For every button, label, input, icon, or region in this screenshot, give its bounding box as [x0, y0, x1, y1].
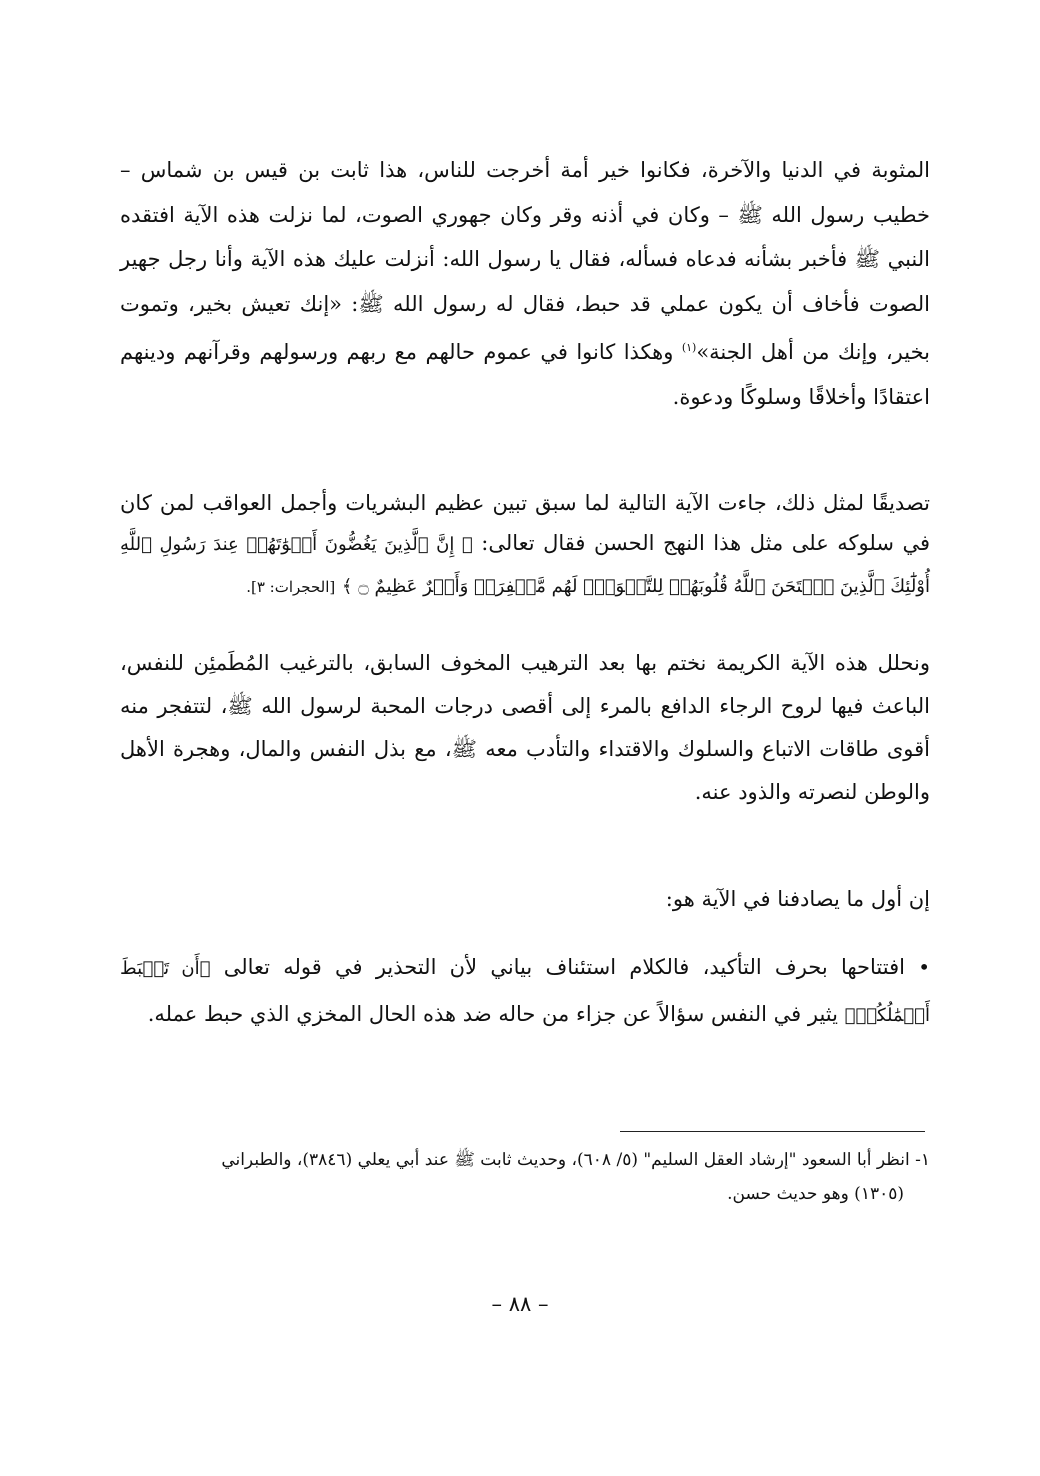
quran-verse: ﴿ إِنَّ ٱلَّذِينَ يَغُضُّونَ أَصۡوَٰتَهُمۡ عِندَ رَسُولِ ٱللَّهِ أُوْلَٰٓئِكَ ٱلَّذِينَ ٱمۡتَحَنَ ٱللَّهُ قُلُوبَهُمۡ لِلتَّقۡوَىٰۚ لَهُم مَّغۡفِرَةٞ وَأَجۡرٌ عَظِيمٌ ۝ ﴾ [120, 534, 930, 597]
bullet-icon: • [918, 955, 930, 979]
paragraph-2-text: تصديقًا لمثل ذلك، جاءت الآية التالية لما سبق تبين عظيم البشريات وأجمل العواقب لمن كان في سلوكه على مثل هذا النهج الحسن فقال تعالى: [120, 491, 930, 555]
paragraph-5-text: افتتاحها بحرف التأكيد، فالكلام استئناف بياني لأن التحذير في قوله تعالى [210, 955, 919, 979]
paragraph-5-text-continued: يثير في النفس سؤالاً عن جزاء من حاله ضد هذه الحال المخزي الذي حبط عمله. [147, 1001, 845, 1026]
footnote [120, 1143, 930, 1211]
paragraph-1-text-continued: وهكذا كانوا في عموم حالهم مع ربهم ورسولهم وقرآنهم ودينهم اعتقادًا وأخلاقًا وسلوكًا ودعوة. [120, 340, 930, 409]
footnote-line-1: ١- انظر أبا السعود "إرشاد العقل السليم" (٥/ ٦٠٨)، وحديث ثابت ﷺ عند أبي يعلي (٣٨٤٦)، والطبراني [221, 1150, 930, 1170]
footnote-reference-mark[interactable]: (١) [681, 341, 697, 354]
paragraph-3 [120, 642, 930, 814]
paragraph-1-text: المثوبة في الدنيا والآخرة، فكانوا خير أمة أخرجت للناس، هذا ثابت بن قيس بن شماس – خطيب رسول الله ﷺ – وكان في أذنه وقر وكان جهوري الصوت، لما نزلت هذه الآية افتقده النبي ﷺ فأخبر بشأنه فدعاه فسأله، فقال يا رسول الله: أنزلت عليك هذه الآية وأنا رجل جهير الصوت فأخاف أن يكون عملي قد حبط، فقال له رسول الله ﷺ: «إنك تعيش بخير، وتموت بخير، وإنك من أهل الجنة» [120, 158, 931, 364]
verse-citation: [الحجرات: ٣]. [246, 578, 336, 596]
footnote-divider [620, 1131, 925, 1132]
page-number: – ٨٨ – [491, 1292, 549, 1316]
paragraph-5 [120, 945, 930, 1038]
paragraph-4 [120, 877, 930, 922]
quran-verse-inline: ﴿أَن تَحۡبَطَ أَعۡمَٰلُكُمۡ﴾ [120, 958, 930, 1026]
paragraph-4-text: إن أول ما يصادفنا في الآية هو: [665, 887, 930, 911]
paragraph-3-text: ونحلل هذه الآية الكريمة نختم بها بعد الترهيب المخوف السابق، بالترغيب المُطَمئِن للنفس، الباعث فيها لروح الرجاء الدافع بالمرء إلى أقصى درجات المحبة لرسول الله ﷺ، لتتفجر منه أقوى طاقات الاتباع والسلوك والاقتداء والتأدب معه ﷺ، مع بذل النفس والمال، وهجرة الأهل والوطن لنصرته والذود عنه. [120, 651, 930, 804]
paragraph-2 [120, 483, 930, 607]
paragraph-1 [120, 148, 930, 419]
footnote-line-2: (١٣٠٥) وهو حديث حسن. [727, 1184, 904, 1204]
